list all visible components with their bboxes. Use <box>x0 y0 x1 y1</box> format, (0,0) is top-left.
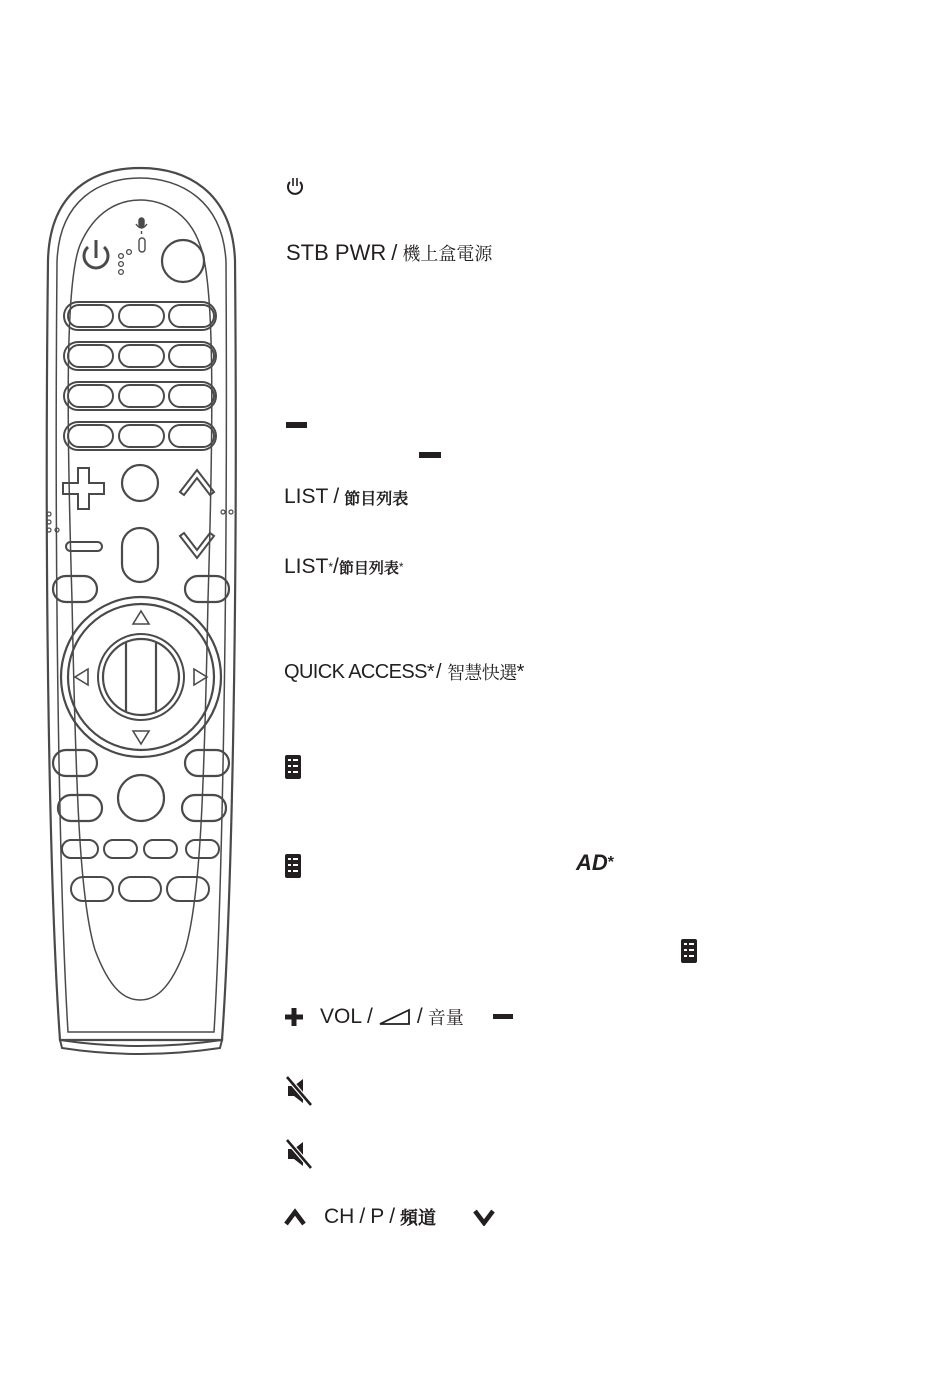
volume-minus-button <box>66 542 102 551</box>
stb-power-label <box>286 240 492 266</box>
vol-text: VOL <box>320 1005 363 1028</box>
minus-icon <box>493 1014 513 1019</box>
separator: / <box>391 240 398 265</box>
ch-text: CH <box>324 1205 355 1228</box>
asterisk: * <box>426 660 435 683</box>
chevron-down-icon <box>473 1208 495 1226</box>
p-text: P <box>370 1205 385 1228</box>
separator: / <box>436 660 441 683</box>
stb-power-text: STB PWR <box>286 240 387 265</box>
power-button <box>84 240 108 268</box>
separator: / <box>333 485 340 508</box>
playback-buttons <box>71 877 209 901</box>
lower-left-button-2 <box>58 795 102 821</box>
volume-triangle-icon <box>378 1008 412 1026</box>
mute-icon <box>285 1138 313 1170</box>
volume-label <box>320 1004 464 1030</box>
quick-access-text: QUICK ACCESS <box>284 660 427 683</box>
mute-rocker-button <box>122 528 158 582</box>
microphone-icon <box>136 218 147 252</box>
settings-menu-icon <box>681 939 697 963</box>
quick-access-cjk: 智慧快選 <box>447 663 517 684</box>
list-text: LIST <box>284 555 329 578</box>
separator: / <box>359 1205 366 1228</box>
back-button <box>53 576 97 602</box>
minus-icon <box>286 422 307 428</box>
ok-button-lower <box>118 775 164 821</box>
remote-base <box>60 1040 222 1054</box>
settings-menu-icon <box>285 854 301 878</box>
separator: / <box>367 1005 373 1028</box>
separator: / <box>389 1205 396 1228</box>
voice-button <box>162 240 204 282</box>
color-buttons <box>62 840 219 858</box>
lower-right-button-2 <box>182 795 226 821</box>
list-label <box>284 485 408 509</box>
settings-menu-icon <box>285 755 301 779</box>
separator: / <box>416 1005 423 1028</box>
list-optional-label: LIST * / 節目列表 * <box>284 555 404 578</box>
chevron-up-icon <box>284 1208 306 1226</box>
navigation-ring <box>61 597 221 757</box>
audio-description-label: AD * <box>576 850 615 875</box>
braille-dots <box>119 250 132 275</box>
vol-cjk: 音量 <box>427 1008 464 1029</box>
number-keypad <box>64 302 216 450</box>
remote-control-illustration <box>0 0 270 1376</box>
list-cjk: 節目列表 <box>344 488 409 508</box>
quick-access-label <box>284 659 524 685</box>
channel-up-button <box>180 470 214 495</box>
power-icon <box>285 175 305 197</box>
list-cjk: 節目列表 <box>338 558 399 577</box>
mute-icon <box>285 1075 313 1107</box>
ad-text: AD <box>576 850 608 875</box>
home-button <box>122 465 158 501</box>
guide-button <box>185 576 229 602</box>
plus-icon <box>284 1007 304 1027</box>
list-text: LIST <box>284 485 329 508</box>
channel-label <box>324 1204 436 1230</box>
stb-power-cjk: 機上盒電源 <box>402 244 493 265</box>
separator: / <box>333 555 339 578</box>
minus-icon <box>419 452 441 458</box>
ch-cjk: 頻道 <box>400 1208 437 1229</box>
asterisk: * <box>516 660 524 683</box>
